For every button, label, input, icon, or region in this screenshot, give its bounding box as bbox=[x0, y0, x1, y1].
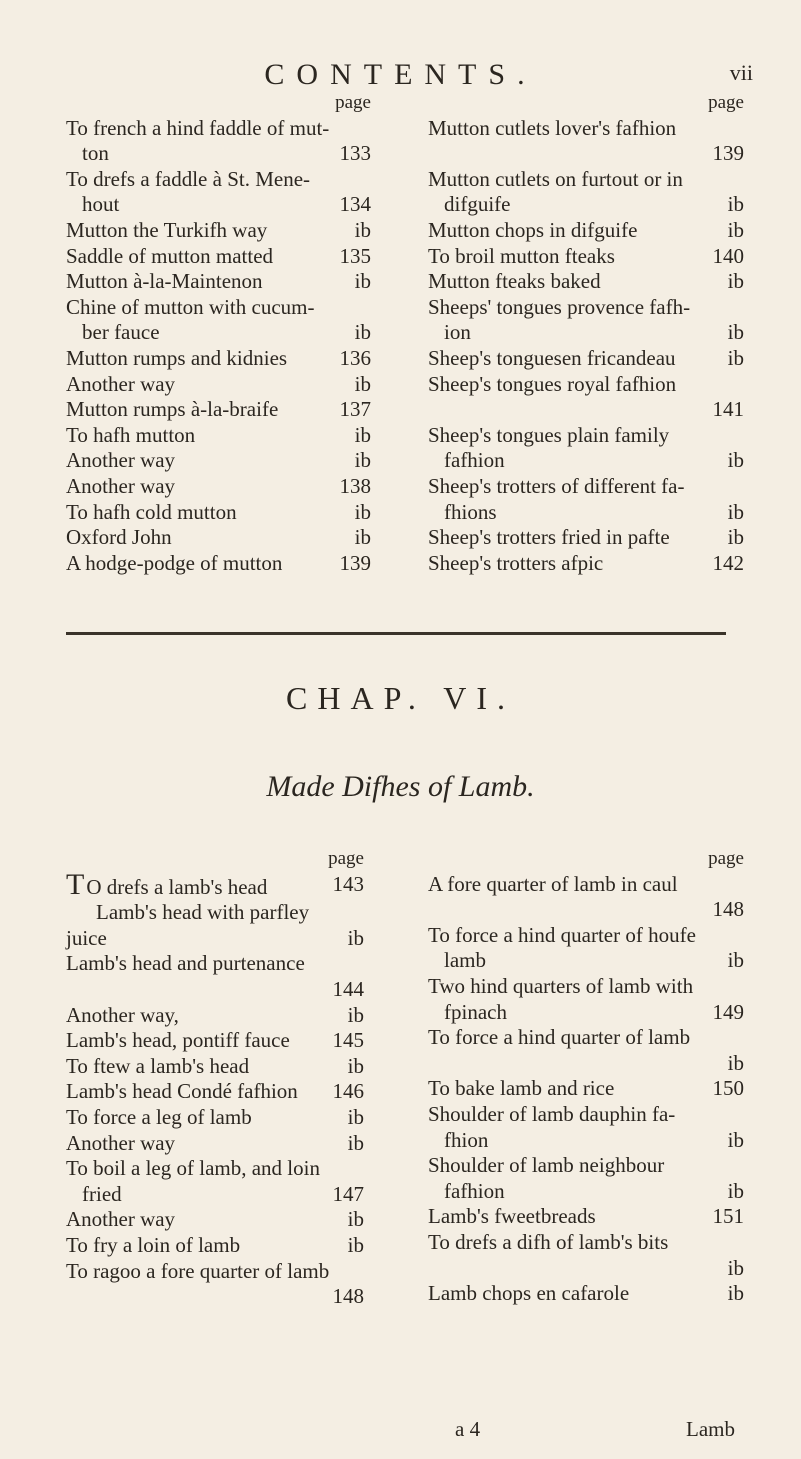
entry-page-number: ib bbox=[727, 345, 744, 370]
contents-entry bbox=[66, 500, 371, 526]
contents-entry bbox=[428, 141, 744, 167]
entry-title: To bake lamb and rice bbox=[428, 1076, 615, 1101]
entry-title: Two hind quarters of lamb with bbox=[428, 973, 694, 998]
entry-page-number: 136 bbox=[339, 345, 371, 370]
contents-entry bbox=[66, 900, 364, 926]
contents-entry bbox=[428, 474, 744, 500]
entry-page-number: ib bbox=[727, 269, 744, 294]
drop-cap: T bbox=[66, 867, 85, 901]
entry-title: Sheep's trotters afpic bbox=[428, 550, 604, 575]
entry-title: Lamb's head Condé fafhion bbox=[66, 1079, 298, 1104]
entry-title: Lamb's head, pontiff fauce bbox=[66, 1028, 290, 1053]
contents-entry bbox=[66, 141, 371, 167]
entry-page-number: ib bbox=[347, 1232, 364, 1257]
contents-entry bbox=[428, 525, 744, 551]
entry-page-number: ib bbox=[727, 948, 744, 973]
entry-page-number: ib bbox=[347, 1207, 364, 1232]
contents-column-top-left bbox=[66, 90, 371, 576]
entry-title: Another way, bbox=[66, 1002, 179, 1027]
contents-entry bbox=[428, 1153, 744, 1179]
contents-entry bbox=[66, 867, 364, 901]
entry-page-number: ib bbox=[727, 192, 744, 217]
entry-title: To broil mutton fteaks bbox=[428, 243, 615, 268]
contents-entry bbox=[428, 116, 744, 142]
contents-entry bbox=[428, 218, 744, 244]
entry-title: Sheep's trotters fried in pafte bbox=[428, 525, 670, 550]
entry-page-number: 134 bbox=[339, 192, 371, 217]
entry-title: Mutton the Turkifh way bbox=[66, 217, 268, 242]
contents-entry bbox=[66, 346, 371, 372]
entry-title: lamb bbox=[444, 948, 486, 973]
entry-page-number: ib bbox=[727, 448, 744, 473]
contents-entry bbox=[66, 1079, 364, 1105]
contents-entry bbox=[428, 923, 744, 949]
contents-entry bbox=[66, 1182, 364, 1208]
page-column-head: page bbox=[328, 848, 364, 869]
contents-entry bbox=[428, 167, 744, 193]
entry-title: O drefs a lamb's head bbox=[86, 874, 268, 899]
contents-entry bbox=[428, 1128, 744, 1154]
contents-entry bbox=[428, 423, 744, 449]
contents-entry bbox=[428, 500, 744, 526]
entry-page-number: ib bbox=[347, 1130, 364, 1155]
entry-title: Sheep's tongues royal fafhion bbox=[428, 371, 677, 396]
catchword: Lamb bbox=[686, 1417, 735, 1441]
chapter-heading: CHAP. VI. bbox=[286, 680, 515, 716]
entry-page-number: ib bbox=[354, 422, 371, 447]
entry-page-number: 138 bbox=[339, 473, 371, 498]
entry-page-number: ib bbox=[354, 269, 371, 294]
contents-entry bbox=[428, 397, 744, 423]
entry-title: Shoulder of lamb dauphin fa- bbox=[428, 1101, 676, 1126]
page-column-head: page bbox=[708, 92, 744, 113]
entry-title: A fore quarter of lamb in caul bbox=[428, 871, 678, 896]
contents-entry bbox=[66, 474, 371, 500]
entry-page-number: 150 bbox=[712, 1076, 744, 1101]
contents-entry bbox=[66, 1003, 364, 1029]
entry-page-number: ib bbox=[727, 320, 744, 345]
entry-title: fried bbox=[82, 1181, 122, 1206]
contents-entry bbox=[66, 244, 371, 270]
entry-title: To force a leg of lamb bbox=[66, 1104, 252, 1129]
contents-entry bbox=[66, 1054, 364, 1080]
entry-page-number: ib bbox=[354, 217, 371, 242]
contents-entry bbox=[428, 1000, 744, 1026]
entry-page-number: ib bbox=[727, 1050, 744, 1075]
contents-entry bbox=[66, 192, 371, 218]
entry-title: Lamb's head and purtenance bbox=[66, 951, 305, 976]
entry-page-number: 133 bbox=[339, 141, 371, 166]
contents-entry bbox=[66, 320, 371, 346]
signature-mark: a 4 bbox=[455, 1417, 481, 1441]
entry-title: hout bbox=[82, 192, 120, 217]
entry-title: juice bbox=[66, 925, 107, 950]
entry-page-number: ib bbox=[727, 217, 744, 242]
entry-title: fafhion bbox=[444, 1178, 505, 1203]
contents-entry bbox=[66, 1131, 364, 1157]
contents-entry bbox=[428, 948, 744, 974]
page-folio: vii bbox=[729, 60, 753, 85]
contents-entry bbox=[66, 1105, 364, 1131]
contents-entry bbox=[66, 295, 371, 321]
contents-entry bbox=[66, 1156, 364, 1182]
contents-entry bbox=[66, 525, 371, 551]
contents-entry bbox=[428, 448, 744, 474]
entry-page-number: 139 bbox=[712, 141, 744, 166]
contents-column-top-right bbox=[428, 90, 744, 576]
contents-entry bbox=[66, 423, 371, 449]
contents-entry bbox=[66, 1233, 364, 1259]
section-rule bbox=[66, 632, 726, 635]
contents-entry bbox=[428, 1256, 744, 1282]
entry-title: Another way bbox=[66, 448, 176, 473]
contents-entry bbox=[66, 1259, 364, 1285]
contents-entry bbox=[428, 244, 744, 270]
contents-entry bbox=[428, 320, 744, 346]
entry-title: Oxford John bbox=[66, 525, 172, 550]
entry-title: difguife bbox=[444, 192, 511, 217]
contents-column-bottom-left bbox=[66, 846, 364, 1310]
entry-title: Lamb's fweetbreads bbox=[428, 1204, 596, 1229]
entry-title: Mutton cutlets on furtout or in bbox=[428, 166, 683, 191]
page-column-head: page bbox=[335, 92, 371, 113]
entry-page-number: 149 bbox=[712, 999, 744, 1024]
entry-page-number: 145 bbox=[332, 1028, 364, 1053]
contents-entry bbox=[428, 1076, 744, 1102]
contents-entry bbox=[428, 295, 744, 321]
entry-title: To ragoo a fore quarter of lamb bbox=[66, 1258, 330, 1283]
page-column-head: page bbox=[708, 848, 744, 869]
contents-entry bbox=[428, 872, 744, 898]
entry-title: A hodge-podge of mutton bbox=[66, 550, 283, 575]
entry-page-number: ib bbox=[727, 525, 744, 550]
entry-title: Sheep's tonguesen fricandeau bbox=[428, 345, 676, 370]
contents-entry bbox=[428, 192, 744, 218]
entry-title: Mutton à-la-Maintenon bbox=[66, 269, 263, 294]
entry-title: ton bbox=[82, 141, 109, 166]
contents-entry bbox=[428, 1281, 744, 1307]
entry-page-number: 142 bbox=[712, 550, 744, 575]
contents-entry bbox=[66, 551, 371, 577]
entry-page-number: ib bbox=[347, 925, 364, 950]
entry-title: Mutton rumps and kidnies bbox=[66, 345, 288, 370]
chapter-subtitle: Made Difhes of Lamb. bbox=[266, 770, 535, 803]
entry-page-number: ib bbox=[727, 1255, 744, 1280]
entry-title: Shoulder of lamb neighbour bbox=[428, 1153, 665, 1178]
entry-title: Another way bbox=[66, 371, 176, 396]
entry-page-number: ib bbox=[727, 1281, 744, 1306]
entry-page-number: 148 bbox=[332, 1284, 364, 1309]
contents-entry bbox=[66, 951, 364, 977]
entry-title: ber fauce bbox=[82, 320, 160, 345]
entry-title: fhion bbox=[444, 1127, 489, 1152]
entry-page-number: 143 bbox=[332, 871, 364, 896]
entry-title: Another way bbox=[66, 1207, 176, 1232]
entry-title: Sheep's tongues plain family bbox=[428, 422, 670, 447]
entry-page-number: 151 bbox=[712, 1204, 744, 1229]
entry-title: To force a hind quarter of lamb bbox=[428, 1025, 691, 1050]
entry-title: fafhion bbox=[444, 448, 505, 473]
contents-entry bbox=[66, 116, 371, 142]
entry-page-number: ib bbox=[727, 1178, 744, 1203]
entry-page-number: 140 bbox=[712, 243, 744, 268]
entry-page-number: ib bbox=[354, 448, 371, 473]
entry-page-number: ib bbox=[354, 525, 371, 550]
contents-entry bbox=[428, 1179, 744, 1205]
contents-entry bbox=[66, 1284, 364, 1310]
entry-title: Mutton rumps à-la-braife bbox=[66, 397, 279, 422]
entry-page-number: 144 bbox=[332, 976, 364, 1001]
contents-entry bbox=[66, 1028, 364, 1054]
contents-entry bbox=[66, 397, 371, 423]
contents-entry bbox=[66, 269, 371, 295]
entry-title: fpinach bbox=[444, 999, 507, 1024]
contents-entry bbox=[66, 448, 371, 474]
entry-title: Another way bbox=[66, 473, 176, 498]
contents-entry bbox=[428, 346, 744, 372]
running-head: CONTENTS. bbox=[264, 58, 537, 91]
entry-page-number: ib bbox=[347, 1053, 364, 1078]
contents-entry bbox=[428, 974, 744, 1000]
contents-entry bbox=[428, 897, 744, 923]
entry-title: Mutton fteaks baked bbox=[428, 269, 601, 294]
contents-entry bbox=[66, 372, 371, 398]
entry-title: To drefs a difh of lamb's bits bbox=[428, 1229, 669, 1254]
contents-entry bbox=[428, 1230, 744, 1256]
contents-entry bbox=[428, 1051, 744, 1077]
entry-page-number: ib bbox=[727, 499, 744, 524]
entry-page-number: ib bbox=[354, 371, 371, 396]
contents-entry bbox=[66, 1207, 364, 1233]
entry-title: Mutton cutlets lover's fafhion bbox=[428, 115, 677, 140]
entry-page-number: 139 bbox=[339, 550, 371, 575]
entry-page-number: ib bbox=[354, 320, 371, 345]
entry-page-number: 137 bbox=[339, 397, 371, 422]
contents-entry bbox=[66, 926, 364, 952]
contents-entry bbox=[428, 372, 744, 398]
entry-title: Sheep's trotters of different fa- bbox=[428, 473, 685, 498]
entry-title: Chine of mutton with cucum- bbox=[66, 294, 315, 319]
entry-title: Sheeps' tongues provence fafh- bbox=[428, 294, 691, 319]
entry-page-number: ib bbox=[347, 1002, 364, 1027]
entry-title: Lamb's head with parfley bbox=[96, 900, 310, 925]
contents-entry bbox=[66, 218, 371, 244]
contents-entry bbox=[428, 269, 744, 295]
entry-title: To hafh cold mutton bbox=[66, 499, 237, 524]
entry-page-number: 146 bbox=[332, 1079, 364, 1104]
contents-entry bbox=[66, 977, 364, 1003]
entry-page-number: 141 bbox=[712, 397, 744, 422]
contents-entry bbox=[428, 551, 744, 577]
entry-page-number: 147 bbox=[332, 1181, 364, 1206]
entry-title: To fry a loin of lamb bbox=[66, 1232, 241, 1257]
contents-entry bbox=[428, 1204, 744, 1230]
entry-page-number: 148 bbox=[712, 897, 744, 922]
entry-title: To french a hind faddle of mut- bbox=[66, 115, 330, 140]
entry-title: Mutton chops in difguife bbox=[428, 217, 638, 242]
entry-title: Lamb chops en cafarole bbox=[428, 1281, 630, 1306]
entry-title: Another way bbox=[66, 1130, 176, 1155]
entry-title: To force a hind quarter of houfe bbox=[428, 922, 696, 947]
entry-title: To boil a leg of lamb, and loin bbox=[66, 1156, 320, 1181]
contents-entry bbox=[428, 1102, 744, 1128]
entry-page-number: ib bbox=[354, 499, 371, 524]
entry-title: Saddle of mutton matted bbox=[66, 243, 274, 268]
entry-title: To hafh mutton bbox=[66, 422, 196, 447]
entry-page-number: ib bbox=[727, 1127, 744, 1152]
contents-entry bbox=[66, 167, 371, 193]
entry-page-number: 135 bbox=[339, 243, 371, 268]
entry-title: fhions bbox=[444, 499, 497, 524]
contents-column-bottom-right bbox=[428, 846, 744, 1307]
entry-title: To drefs a faddle à St. Mene- bbox=[66, 166, 311, 191]
contents-entry bbox=[428, 1025, 744, 1051]
entry-title: ion bbox=[444, 320, 471, 345]
entry-title: To ftew a lamb's head bbox=[66, 1053, 250, 1078]
entry-page-number: ib bbox=[347, 1104, 364, 1129]
